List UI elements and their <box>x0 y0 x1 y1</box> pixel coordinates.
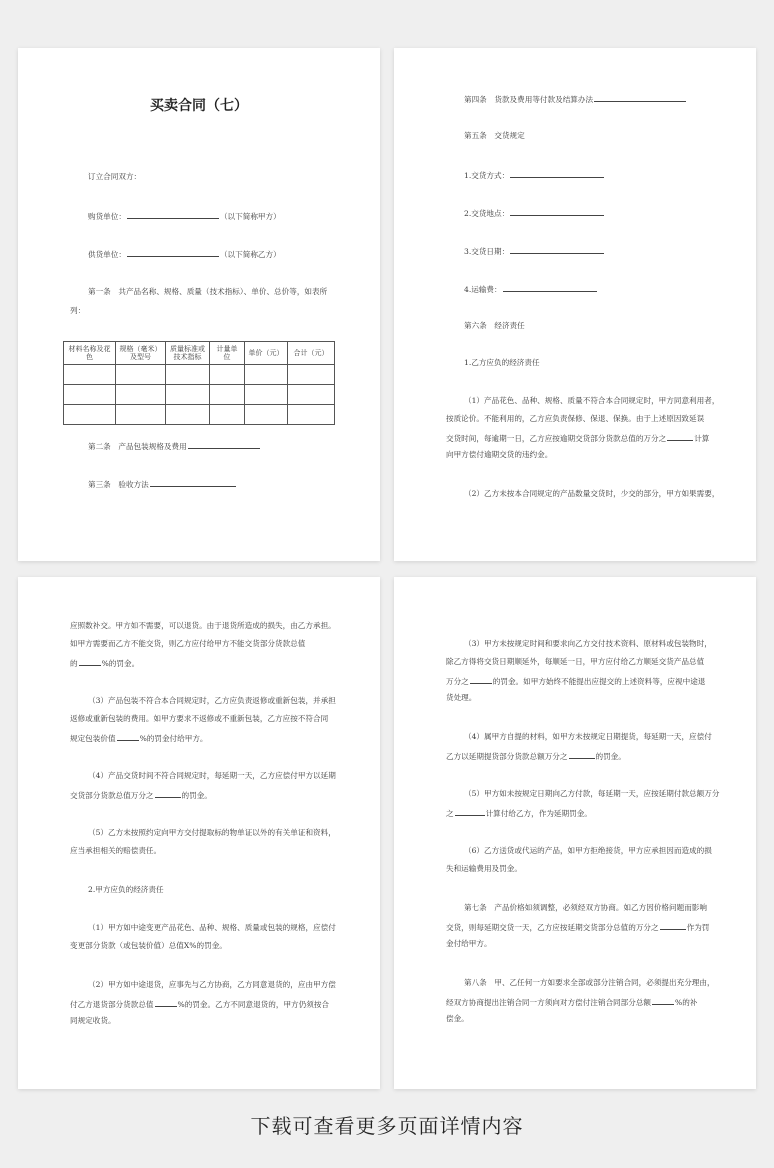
table-cell <box>210 365 245 385</box>
delivery-place-blank <box>510 207 604 216</box>
buyer-clause-5-line-2 <box>446 807 592 819</box>
seller-clause-1-line-1: （1）产品花色、品种、规格、质量不符合本合同规定时，甲方同意利用者， <box>464 396 720 405</box>
table-header-cell <box>288 342 335 365</box>
table-header-text: 质量标准或 <box>170 344 205 353</box>
buyer-liability-heading: 2.甲方应负的经济责任 <box>88 885 164 894</box>
buyer-clause-4-line-1: （4）属甲方自提的材料，如甲方未按规定日期提货，每延期一天，应偿付 <box>464 732 712 741</box>
table-cell <box>288 385 335 405</box>
seller-clause-5-line-1: （5）乙方未按照约定向甲方交付提取标的物单证以外的有关单证和资料， <box>88 828 336 837</box>
seller-label: 供货单位： <box>88 250 126 259</box>
table-header-text: 计量单 <box>216 344 238 353</box>
buyer-clause-1-line-1: （1）甲方如中途变更产品花色、品种、规格、质量或包装的规格，应偿付 <box>88 923 336 932</box>
table-header-cell <box>210 342 245 365</box>
buyer-clause-3-line-4: 货处理。 <box>446 693 477 702</box>
table-cell <box>64 405 116 425</box>
seller-clause-3-line-2: 返修或重新包装的费用。如甲方要求不返修或不重新包装，乙方应按不符合同 <box>70 714 329 723</box>
table-header-text: 单价（元） <box>248 348 284 357</box>
buyer-clause-2-line-3: 同规定收货。 <box>70 1016 116 1025</box>
table-cell <box>166 385 210 405</box>
table-cell <box>166 365 210 385</box>
parties-intro: 订立合同双方： <box>88 172 142 181</box>
fill-blank <box>155 998 177 1007</box>
table-header-text: 技术指标 <box>173 353 202 361</box>
seller-clause-4-line-2 <box>70 789 212 801</box>
seller-clause-5-line-2: 应当承担相关的赔偿责任。 <box>70 846 162 855</box>
article-6-heading: 第六条 经济责任 <box>464 321 525 330</box>
table-cell <box>116 385 166 405</box>
buyer-clause-2-line-2 <box>70 998 329 1010</box>
table-row <box>64 405 335 425</box>
table-header-cell <box>116 342 166 365</box>
delivery-date-label: 3.交货日期： <box>464 247 510 256</box>
table-cell <box>210 405 245 425</box>
buyer-blank <box>127 210 219 219</box>
text-segment: 作为罚 <box>686 923 710 932</box>
delivery-method-line <box>464 169 605 181</box>
text-segment: %的补 <box>675 998 698 1007</box>
article-8-line-3: 偿金。 <box>446 1014 469 1023</box>
fill-blank <box>117 732 139 741</box>
article-7-line-3: 金付给甲方。 <box>446 939 492 948</box>
buyer-suffix: （以下简称甲方） <box>219 212 281 221</box>
buyer-clause-3-line-2: 除乙方得将交货日期顺延外，每顺延一日，甲方应付给乙方顺延交货产品总值 <box>446 657 705 666</box>
table-header-text: 及型号 <box>130 353 151 361</box>
table-header-text: 合计（元） <box>293 348 329 357</box>
table-header-text: 色 <box>86 353 93 361</box>
seller-blank <box>127 248 219 257</box>
seller-clause-4-line-1: （4）产品交货时间不符合同规定时，每延期一天，乙方应偿付甲方以延期 <box>88 771 336 780</box>
table-row <box>64 385 335 405</box>
article-2-label: 第二条 产品包装规格及费用 <box>88 442 187 451</box>
table-cell <box>64 365 116 385</box>
table-header-row <box>64 342 335 365</box>
fill-blank <box>660 921 686 930</box>
seller-clause-2-line-2: 应照数补交。甲方如不需要，可以退货。由于退货所造成的损失，由乙方承担。 <box>70 621 336 630</box>
table-header-cell <box>166 342 210 365</box>
text-segment: 万分之 <box>446 677 469 686</box>
document-page-1 <box>18 48 380 561</box>
buyer-clause-1-line-2: 变更部分货款（或包装价值）总值X%的罚金。 <box>70 941 227 950</box>
buyer-clause-5-line-1: （5）甲方如未按规定日期向乙方付款，每延期一天，应按延期付款总额万分 <box>464 789 720 798</box>
buyer-clause-3-line-1: （3）甲方未按规定时间和要求向乙方交付技术资料、原材料或包装物时， <box>464 639 712 648</box>
text-segment: 之 <box>446 809 454 818</box>
table-cell <box>288 405 335 425</box>
download-more-caption: 下载可查看更多页面详情内容 <box>250 1114 524 1138</box>
seller-clause-1-line-4: 向甲方偿付逾期交货的违约金。 <box>446 450 553 459</box>
table-cell <box>245 405 288 425</box>
table-header-cell <box>64 342 116 365</box>
delivery-place-label: 2.交货地点： <box>464 209 510 218</box>
buyer-clause-6-line-2: 失和运输费用及罚金。 <box>446 864 522 873</box>
text-segment: 交货，则每延期交货一天，乙方应按延期交货部分总值的万分之 <box>446 923 659 932</box>
text-segment: 的罚金。 <box>595 752 626 761</box>
table-cell <box>245 385 288 405</box>
text-segment: 交货部分货款总值万分之 <box>70 791 154 800</box>
text-segment: 的 <box>70 659 78 668</box>
article-2-blank <box>188 440 260 449</box>
seller-clause-2-line-3: 如甲方需要而乙方不能交货，则乙方应付给甲方不能交货部分货款总值 <box>70 639 306 648</box>
fill-blank <box>455 807 485 816</box>
fill-blank <box>652 996 674 1005</box>
text-segment: 交货时间，每逾期一日，乙方应按逾期交货部分货款总值的万分之 <box>446 434 667 443</box>
table-header-text: 材料名称及花 <box>68 344 111 353</box>
article-4-line <box>464 93 687 105</box>
table-cell <box>245 365 288 385</box>
fill-blank <box>155 789 181 798</box>
table-header-cell <box>245 342 288 365</box>
buyer-label: 购货单位： <box>88 212 126 221</box>
seller-clause-2-line-1: （2）乙方未按本合同规定的产品数量交货时，少交的部分，甲方如果需要， <box>464 489 720 498</box>
seller-suffix: （以下简称乙方） <box>219 250 281 259</box>
table-cell <box>116 405 166 425</box>
buyer-line <box>88 210 281 222</box>
text-segment: 规定包装价值 <box>70 734 116 743</box>
contract-title: 买卖合同（七） <box>150 98 248 114</box>
document-page-2 <box>394 48 756 561</box>
seller-clause-3-line-3 <box>70 732 208 744</box>
delivery-method-label: 1.交货方式： <box>464 171 510 180</box>
seller-clause-2-line-4 <box>70 657 139 669</box>
document-page-4 <box>394 577 756 1089</box>
fill-blank <box>569 750 595 759</box>
article-1-line-2: 列： <box>70 306 86 315</box>
buyer-clause-2-line-1: （2）甲方如中途退货，应事先与乙方协商，乙方同意退货的，应由甲方偿 <box>88 980 336 989</box>
fill-blank <box>667 432 693 441</box>
article-7-line-2 <box>446 921 709 933</box>
table-header-text: 位 <box>223 353 231 361</box>
table-cell <box>116 365 166 385</box>
article-8-line-2 <box>446 996 697 1008</box>
table-row <box>64 365 335 385</box>
text-segment: 的罚金。如甲方始终不能提出应提交的上述资料等，应视中途退 <box>492 677 706 686</box>
text-segment: 的罚金。 <box>181 791 212 800</box>
text-segment: %的罚金。 <box>101 659 140 668</box>
fill-blank <box>470 675 492 684</box>
table-header-text: 规格（毫米） <box>119 344 162 353</box>
table-cell <box>64 385 116 405</box>
delivery-date-blank <box>510 245 604 254</box>
table-cell <box>166 405 210 425</box>
text-segment: 经双方协商提出注销合同一方须向对方偿付注销合同部分总额 <box>446 998 652 1007</box>
seller-liability-heading: 1.乙方应负的经济责任 <box>464 358 540 367</box>
article-3-blank <box>150 478 236 487</box>
delivery-method-blank <box>510 169 604 178</box>
delivery-date-line <box>464 245 605 257</box>
text-segment: 计算 <box>694 434 710 443</box>
transport-fee-blank <box>503 283 597 292</box>
buyer-clause-6-line-1: （6）乙方送货或代运的产品，如甲方拒绝接货，甲方应承担因而造成的损 <box>464 846 712 855</box>
text-segment: %的罚金。乙方不同意退货的，甲方仍须按合 <box>177 1000 330 1009</box>
transport-fee-line <box>464 283 598 295</box>
text-segment: %的罚金付给甲方。 <box>139 734 208 743</box>
text-segment: 计算付给乙方，作为延期罚金。 <box>485 809 592 818</box>
article-5-heading: 第五条 交货规定 <box>464 131 525 140</box>
buyer-clause-3-line-3 <box>446 675 705 687</box>
document-page-3 <box>18 577 380 1089</box>
article-1-line-1: 第一条 共产品名称、规格、质量（技术指标）、单价、总价等，如表所 <box>88 287 328 296</box>
delivery-place-line <box>464 207 605 219</box>
table-cell <box>210 385 245 405</box>
buyer-clause-4-line-2 <box>446 750 626 762</box>
article-8-line-1: 第八条 甲、乙任何一方如要求全部或部分注销合同，必须提出充分理由， <box>464 978 715 987</box>
seller-clause-1-line-3 <box>446 432 709 444</box>
fill-blank <box>79 657 101 666</box>
text-segment: 付乙方退货部分货款总值 <box>70 1000 154 1009</box>
seller-line <box>88 248 281 260</box>
product-spec-table <box>63 341 335 425</box>
table-cell <box>288 365 335 385</box>
article-2-line <box>88 440 261 452</box>
article-3-label: 第三条 验收方法 <box>88 480 149 489</box>
article-3-line <box>88 478 237 490</box>
article-7-line-1: 第七条 产品价格如须调整，必须经双方协商。如乙方因价格问题而影响 <box>464 903 707 912</box>
text-segment: 乙方以延期提货部分货款总额万分之 <box>446 752 568 761</box>
transport-fee-label: 4.运输费： <box>464 285 502 294</box>
seller-clause-1-line-2: 按质论价。不能利用的，乙方应负责保修、保退、保换。由于上述原因致延误 <box>446 414 705 423</box>
article-4-label: 第四条 货款及费用等付款及结算办法 <box>464 95 594 104</box>
seller-clause-3-line-1: （3）产品包装不符合本合同规定时，乙方应负责返修或重新包装，并承担 <box>88 696 336 705</box>
article-4-blank <box>594 93 686 102</box>
